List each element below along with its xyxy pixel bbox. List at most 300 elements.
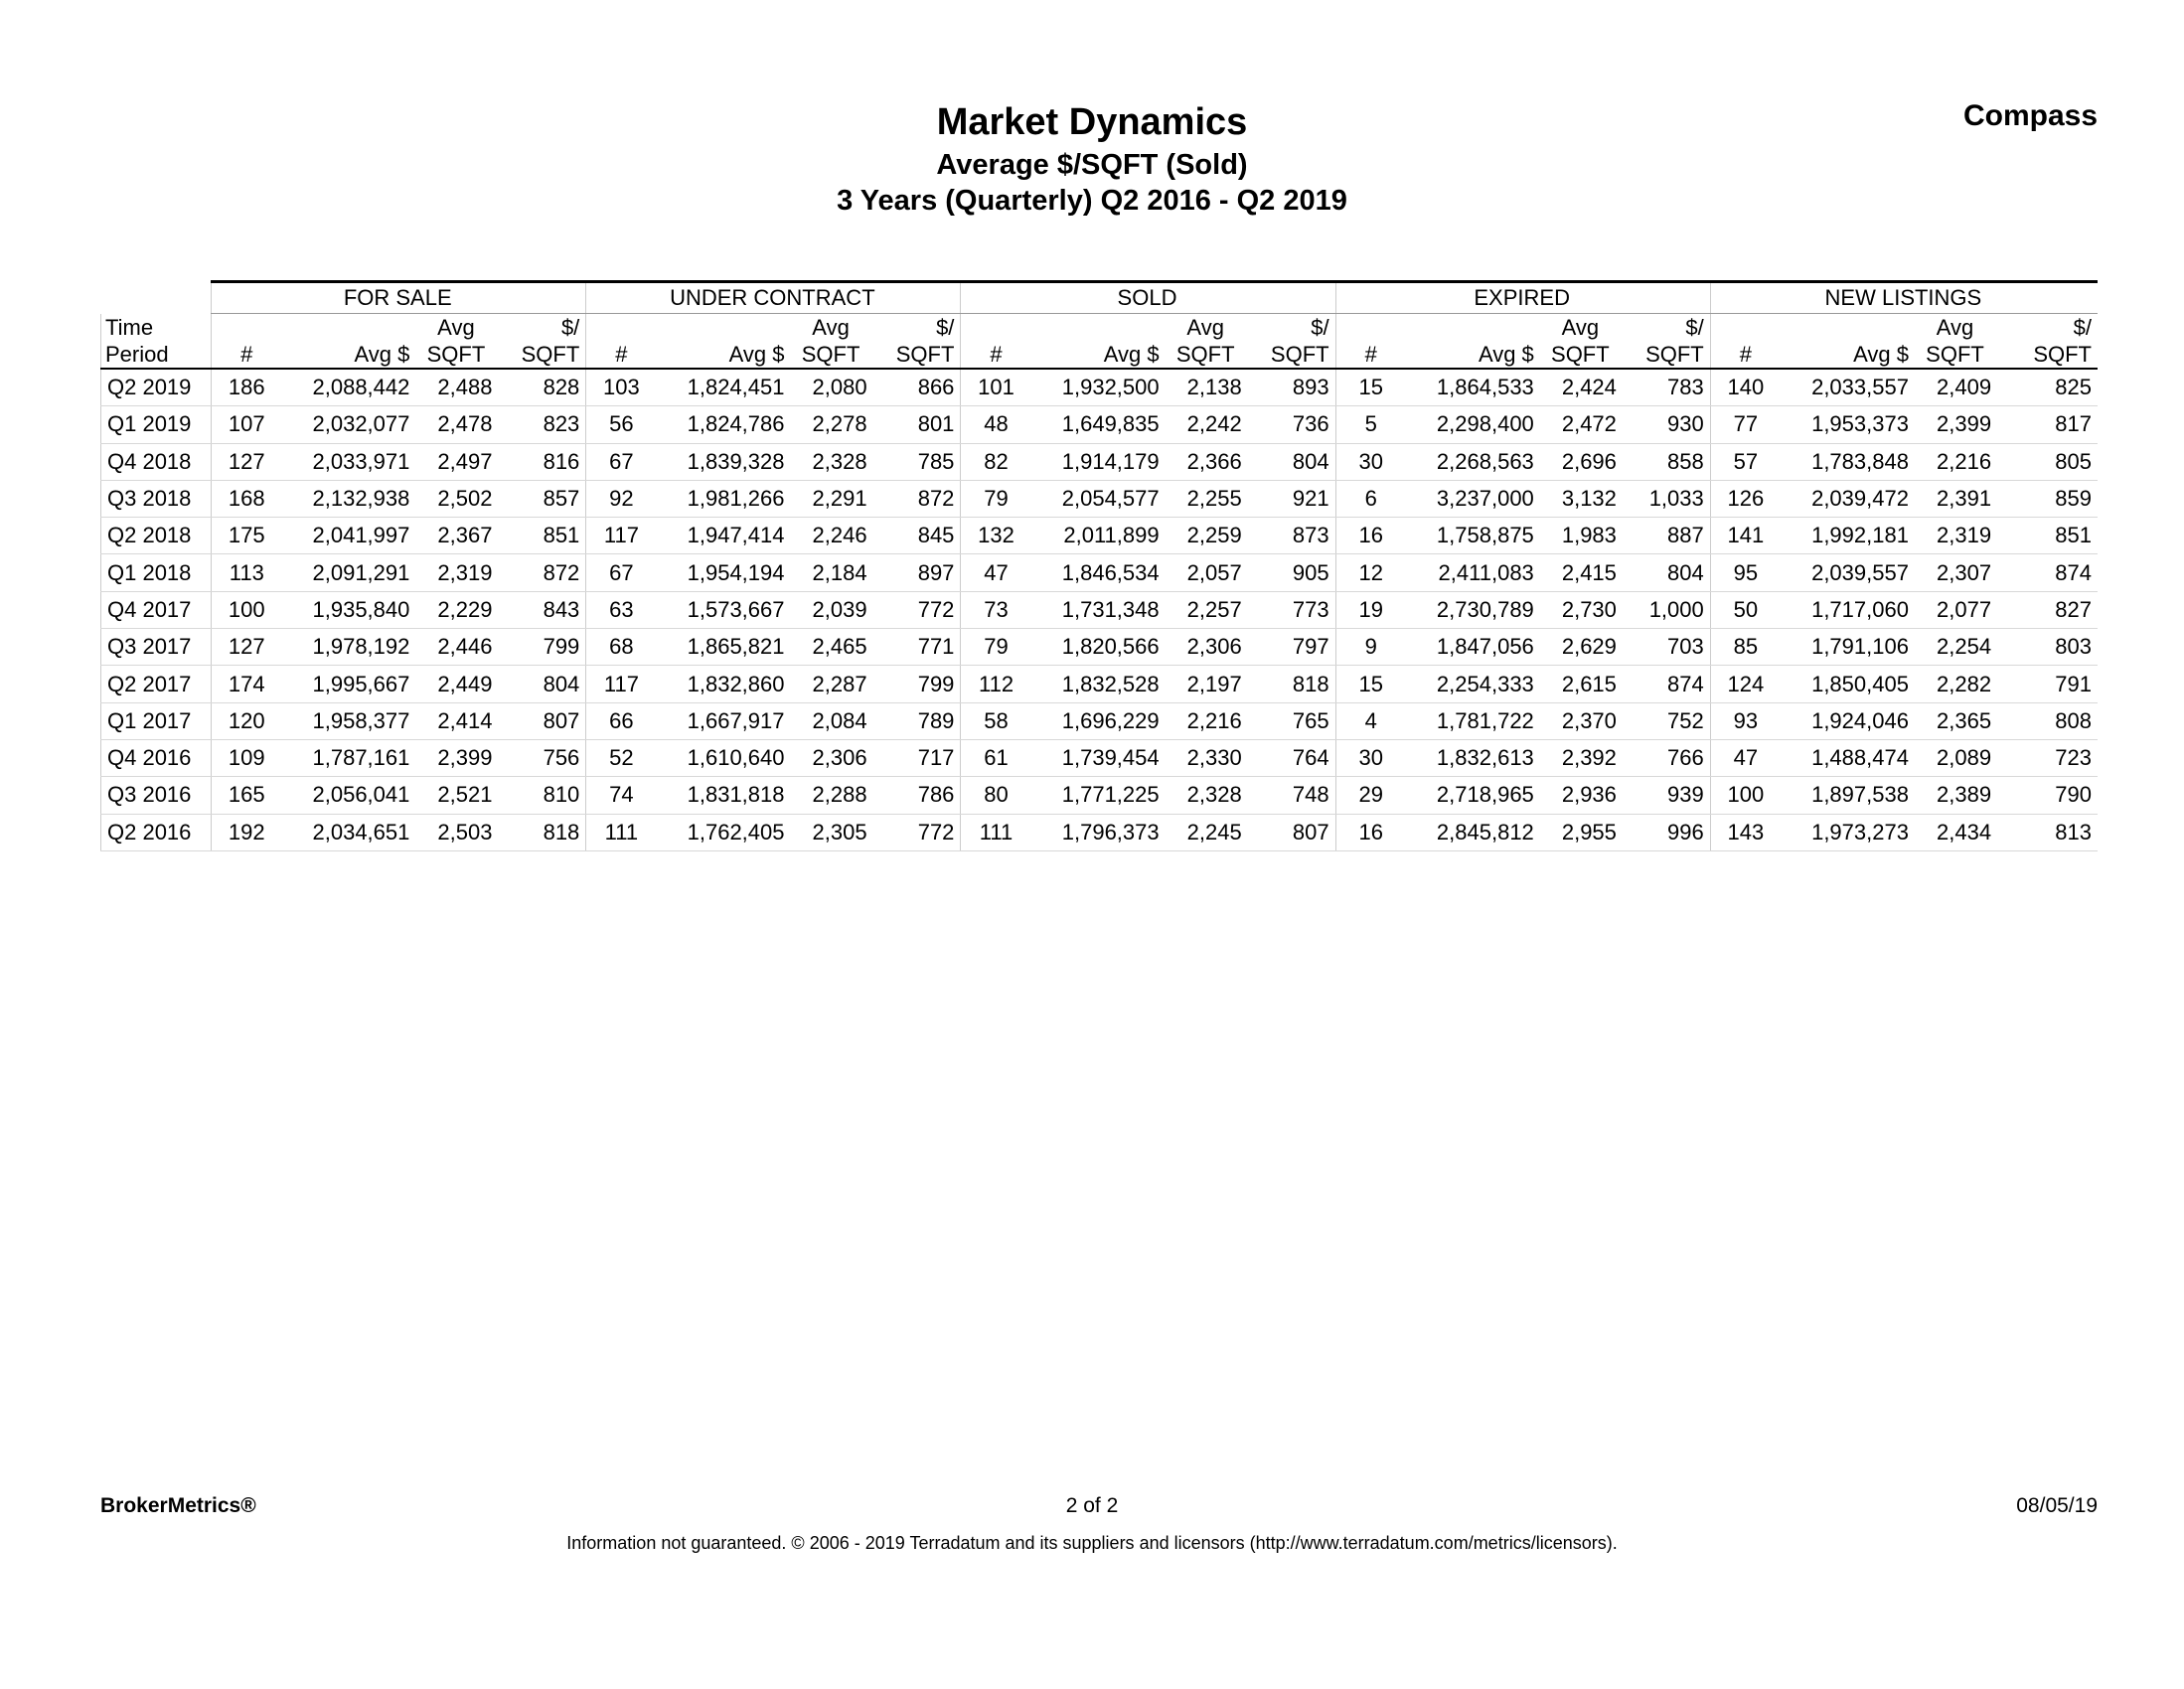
value-cell: 3,237,000 (1408, 480, 1540, 517)
value-cell: 95 (1710, 554, 1783, 591)
column-header (1033, 314, 1166, 342)
value-cell: 703 (1623, 629, 1710, 666)
value-cell: 791 (1997, 666, 2098, 702)
value-cell: 1,791,106 (1783, 629, 1915, 666)
value-cell: 905 (1248, 554, 1335, 591)
value-cell: 2,845,812 (1408, 814, 1540, 850)
value-cell: 897 (873, 554, 961, 591)
page-number: 2 of 2 (1065, 1494, 1119, 1517)
value-cell: 818 (1248, 666, 1335, 702)
table-row (101, 591, 2099, 628)
value-cell: 2,399 (415, 739, 498, 776)
value-cell: 77 (1710, 406, 1783, 443)
value-cell: 2,328 (1166, 777, 1248, 814)
value-cell: 1,000 (1623, 591, 1710, 628)
value-cell: 2,328 (791, 443, 873, 480)
value-cell: 1,981,266 (659, 480, 791, 517)
value-cell: 103 (586, 369, 659, 406)
column-header (1335, 314, 1408, 342)
value-cell: 2,449 (415, 666, 498, 702)
value-cell: 818 (498, 814, 585, 850)
value-cell: 801 (873, 406, 961, 443)
value-cell: 101 (961, 369, 1033, 406)
value-cell: 887 (1623, 518, 1710, 554)
column-header (212, 314, 284, 342)
value-cell: 73 (961, 591, 1033, 628)
value-cell: 828 (498, 369, 585, 406)
value-cell: 50 (1710, 591, 1783, 628)
value-cell: 57 (1710, 443, 1783, 480)
column-header: Avg $ (1408, 341, 1540, 369)
value-cell: 127 (212, 443, 284, 480)
period-cell: Q3 2018 (101, 480, 212, 517)
value-cell: 140 (1710, 369, 1783, 406)
group-header: NEW LISTINGS (1710, 282, 2098, 314)
value-cell: 1,935,840 (283, 591, 415, 628)
column-header: SQFT (1248, 341, 1335, 369)
value-cell: 2,041,997 (283, 518, 415, 554)
value-cell: 1,978,192 (283, 629, 415, 666)
value-cell: 1,649,835 (1033, 406, 1166, 443)
value-cell: 113 (212, 554, 284, 591)
value-cell: 857 (498, 480, 585, 517)
table-row (101, 702, 2099, 739)
value-cell: 2,039 (791, 591, 873, 628)
value-cell: 19 (1335, 591, 1408, 628)
value-cell: 2,091,291 (283, 554, 415, 591)
value-cell: 1,739,454 (1033, 739, 1166, 776)
value-cell: 2,391 (1915, 480, 1997, 517)
value-cell: 30 (1335, 739, 1408, 776)
column-header: SQFT (791, 341, 873, 369)
value-cell: 100 (1710, 777, 1783, 814)
column-header (659, 314, 791, 342)
value-cell: 2,245 (1166, 814, 1248, 850)
column-header: Avg $ (1033, 341, 1166, 369)
value-cell: 126 (1710, 480, 1783, 517)
value-cell: 773 (1248, 591, 1335, 628)
table-row (101, 480, 2099, 517)
value-cell: 120 (212, 702, 284, 739)
value-cell: 100 (212, 591, 284, 628)
value-cell: 1,783,848 (1783, 443, 1915, 480)
value-cell: 1,820,566 (1033, 629, 1166, 666)
value-cell: 2,268,563 (1408, 443, 1540, 480)
value-cell: 47 (961, 554, 1033, 591)
value-cell: 930 (1623, 406, 1710, 443)
value-cell: 816 (498, 443, 585, 480)
value-cell: 2,629 (1540, 629, 1623, 666)
value-cell: 1,832,528 (1033, 666, 1166, 702)
value-cell: 29 (1335, 777, 1408, 814)
value-cell: 873 (1248, 518, 1335, 554)
value-cell: 2,306 (1166, 629, 1248, 666)
value-cell: 2,039,557 (1783, 554, 1915, 591)
value-cell: 2,415 (1540, 554, 1623, 591)
value-cell: 79 (961, 480, 1033, 517)
value-cell: 1,864,533 (1408, 369, 1540, 406)
value-cell: 2,080 (791, 369, 873, 406)
table-row (101, 518, 2099, 554)
value-cell: 1,932,500 (1033, 369, 1166, 406)
value-cell: 16 (1335, 814, 1408, 850)
report-subtitle: Average $/SQFT (Sold) (936, 149, 1248, 181)
value-cell: 2,011,899 (1033, 518, 1166, 554)
column-header: SQFT (873, 341, 961, 369)
value-cell: 2,033,557 (1783, 369, 1915, 406)
value-cell: 2,730 (1540, 591, 1623, 628)
column-header: Avg (437, 315, 475, 340)
value-cell: 2,298,400 (1408, 406, 1540, 443)
value-cell: 1,831,818 (659, 777, 791, 814)
value-cell: 2,367 (415, 518, 498, 554)
value-cell: 12 (1335, 554, 1408, 591)
value-cell: 2,955 (1540, 814, 1623, 850)
column-header: SQFT (1623, 341, 1710, 369)
value-cell: 939 (1623, 777, 1710, 814)
value-cell: 2,259 (1166, 518, 1248, 554)
value-cell: 827 (1997, 591, 2098, 628)
group-header-blank (101, 282, 212, 314)
value-cell: 1,824,451 (659, 369, 791, 406)
value-cell: 2,465 (791, 629, 873, 666)
value-cell: 1,958,377 (283, 702, 415, 739)
value-cell: 2,287 (791, 666, 873, 702)
value-cell: 186 (212, 369, 284, 406)
value-cell: 1,847,056 (1408, 629, 1540, 666)
column-header: Avg $ (659, 341, 791, 369)
value-cell: 736 (1248, 406, 1335, 443)
value-cell: 1,897,538 (1783, 777, 1915, 814)
value-cell: 803 (1997, 629, 2098, 666)
value-cell: 2,306 (791, 739, 873, 776)
column-header: SQFT (1915, 341, 1997, 369)
value-cell: 2,184 (791, 554, 873, 591)
value-cell: 785 (873, 443, 961, 480)
value-cell: 1,573,667 (659, 591, 791, 628)
value-cell: 2,730,789 (1408, 591, 1540, 628)
period-cell: Q3 2017 (101, 629, 212, 666)
value-cell: 1,771,225 (1033, 777, 1166, 814)
value-cell: 93 (1710, 702, 1783, 739)
group-header: SOLD (961, 282, 1335, 314)
disclaimer: Information not guaranteed. © 2006 - 2019 Terradatum and its suppliers and licensors (http://www.terradatum.com/metrics/licensors). (566, 1533, 1618, 1553)
value-cell: 1,865,821 (659, 629, 791, 666)
value-cell: 1,488,474 (1783, 739, 1915, 776)
value-cell: 67 (586, 443, 659, 480)
value-cell: 2,936 (1540, 777, 1623, 814)
value-cell: 1,839,328 (659, 443, 791, 480)
value-cell: 772 (873, 814, 961, 850)
value-cell: 1,033 (1623, 480, 1710, 517)
table-row (101, 666, 2099, 702)
table-row (101, 739, 2099, 776)
report-header (0, 97, 2184, 219)
value-cell: 2,307 (1915, 554, 1997, 591)
value-cell: 817 (1997, 406, 2098, 443)
value-cell: 56 (586, 406, 659, 443)
value-cell: 858 (1623, 443, 1710, 480)
value-cell: 111 (586, 814, 659, 850)
report-title: Market Dynamics (936, 101, 1248, 143)
value-cell: 1,696,229 (1033, 702, 1166, 739)
value-cell: 1,846,534 (1033, 554, 1166, 591)
column-header (586, 314, 659, 342)
value-cell: 790 (1997, 777, 2098, 814)
value-cell: 1,953,373 (1783, 406, 1915, 443)
value-cell: 132 (961, 518, 1033, 554)
column-header: $/ (1311, 315, 1329, 340)
value-cell: 1,717,060 (1783, 591, 1915, 628)
value-cell: 2,033,971 (283, 443, 415, 480)
value-cell: 47 (1710, 739, 1783, 776)
value-cell: 175 (212, 518, 284, 554)
table-row (101, 814, 2099, 850)
value-cell: 807 (498, 702, 585, 739)
value-cell: 2,472 (1540, 406, 1623, 443)
value-cell: 1,667,917 (659, 702, 791, 739)
value-cell: 63 (586, 591, 659, 628)
value-cell: 752 (1623, 702, 1710, 739)
group-header: FOR SALE (212, 282, 586, 314)
table-row (101, 443, 2099, 480)
column-header (1408, 314, 1540, 342)
value-cell: 771 (873, 629, 961, 666)
period-header: Period (101, 341, 212, 369)
value-cell: 2,446 (415, 629, 498, 666)
value-cell: 2,434 (1915, 814, 1997, 850)
value-cell: 15 (1335, 369, 1408, 406)
value-cell: 124 (1710, 666, 1783, 702)
value-cell: 2,257 (1166, 591, 1248, 628)
value-cell: 2,414 (415, 702, 498, 739)
column-header: Avg $ (1783, 341, 1915, 369)
value-cell: 68 (586, 629, 659, 666)
value-cell: 168 (212, 480, 284, 517)
column-header (961, 314, 1033, 342)
value-cell: 2,615 (1540, 666, 1623, 702)
value-cell: 80 (961, 777, 1033, 814)
column-header: # (1335, 341, 1408, 369)
value-cell: 1,850,405 (1783, 666, 1915, 702)
value-cell: 764 (1248, 739, 1335, 776)
period-cell: Q1 2018 (101, 554, 212, 591)
value-cell: 2,291 (791, 480, 873, 517)
value-cell: 2,254,333 (1408, 666, 1540, 702)
column-header: SQFT (498, 341, 585, 369)
value-cell: 893 (1248, 369, 1335, 406)
value-cell: 2,497 (415, 443, 498, 480)
column-header: SQFT (1997, 341, 2098, 369)
period-cell: Q2 2017 (101, 666, 212, 702)
value-cell: 2,282 (1915, 666, 1997, 702)
value-cell: 1,731,348 (1033, 591, 1166, 628)
value-cell: 843 (498, 591, 585, 628)
value-cell: 15 (1335, 666, 1408, 702)
value-cell: 1,973,273 (1783, 814, 1915, 850)
value-cell: 2,229 (415, 591, 498, 628)
value-cell: 1,832,860 (659, 666, 791, 702)
value-cell: 825 (1997, 369, 2098, 406)
value-cell: 2,370 (1540, 702, 1623, 739)
value-cell: 1,824,786 (659, 406, 791, 443)
value-cell: 127 (212, 629, 284, 666)
column-header: # (212, 341, 284, 369)
report-date-range: 3 Years (Quarterly) Q2 2016 - Q2 2019 (837, 185, 1347, 217)
value-cell: 2,696 (1540, 443, 1623, 480)
value-cell: 797 (1248, 629, 1335, 666)
value-cell: 2,424 (1540, 369, 1623, 406)
value-cell: 2,288 (791, 777, 873, 814)
table-row (101, 554, 2099, 591)
value-cell: 789 (873, 702, 961, 739)
value-cell: 2,488 (415, 369, 498, 406)
value-cell: 9 (1335, 629, 1408, 666)
value-cell: 1,762,405 (659, 814, 791, 850)
value-cell: 813 (1997, 814, 2098, 850)
value-cell: 2,216 (1915, 443, 1997, 480)
value-cell: 766 (1623, 739, 1710, 776)
value-cell: 82 (961, 443, 1033, 480)
value-cell: 786 (873, 777, 961, 814)
period-cell: Q4 2016 (101, 739, 212, 776)
market-dynamics-table (100, 280, 2098, 851)
value-cell: 807 (1248, 814, 1335, 850)
value-cell: 2,057 (1166, 554, 1248, 591)
column-header (1783, 314, 1915, 342)
value-cell: 1,995,667 (283, 666, 415, 702)
value-cell: 810 (498, 777, 585, 814)
value-cell: 2,034,651 (283, 814, 415, 850)
value-cell: 2,138 (1166, 369, 1248, 406)
value-cell: 2,254 (1915, 629, 1997, 666)
value-cell: 52 (586, 739, 659, 776)
value-cell: 6 (1335, 480, 1408, 517)
value-cell: 2,077 (1915, 591, 1997, 628)
column-header: $/ (2073, 315, 2092, 340)
value-cell: 4 (1335, 702, 1408, 739)
value-cell: 859 (1997, 480, 2098, 517)
value-cell: 2,319 (1915, 518, 1997, 554)
column-header: # (586, 341, 659, 369)
value-cell: 2,278 (791, 406, 873, 443)
column-header (283, 314, 415, 342)
value-cell: 2,366 (1166, 443, 1248, 480)
column-header-row (101, 314, 2099, 342)
value-cell: 748 (1248, 777, 1335, 814)
column-header: $/ (936, 315, 955, 340)
value-cell: 79 (961, 629, 1033, 666)
column-header: Avg (1186, 315, 1224, 340)
column-header: Avg (812, 315, 850, 340)
column-header: SQFT (415, 341, 498, 369)
group-header-row (101, 282, 2099, 314)
column-header-row (101, 341, 2099, 369)
value-cell: 1,954,194 (659, 554, 791, 591)
period-cell: Q3 2016 (101, 777, 212, 814)
value-cell: 5 (1335, 406, 1408, 443)
value-cell: 2,197 (1166, 666, 1248, 702)
value-cell: 16 (1335, 518, 1408, 554)
value-cell: 2,718,965 (1408, 777, 1540, 814)
value-cell: 2,088,442 (283, 369, 415, 406)
value-cell: 1,781,722 (1408, 702, 1540, 739)
footer-brand: BrokerMetrics® (100, 1494, 256, 1517)
value-cell: 143 (1710, 814, 1783, 850)
value-cell: 805 (1997, 443, 2098, 480)
value-cell: 2,392 (1540, 739, 1623, 776)
value-cell: 1,947,414 (659, 518, 791, 554)
value-cell: 92 (586, 480, 659, 517)
value-cell: 2,216 (1166, 702, 1248, 739)
value-cell: 48 (961, 406, 1033, 443)
value-cell: 996 (1623, 814, 1710, 850)
group-header: UNDER CONTRACT (586, 282, 961, 314)
value-cell: 851 (498, 518, 585, 554)
value-cell: 61 (961, 739, 1033, 776)
report-date: 08/05/19 (2016, 1494, 2098, 1517)
value-cell: 921 (1248, 480, 1335, 517)
value-cell: 872 (873, 480, 961, 517)
value-cell: 67 (586, 554, 659, 591)
column-header: SQFT (1166, 341, 1248, 369)
value-cell: 2,409 (1915, 369, 1997, 406)
period-header: Time (101, 314, 212, 342)
value-cell: 2,330 (1166, 739, 1248, 776)
value-cell: 823 (498, 406, 585, 443)
value-cell: 1,924,046 (1783, 702, 1915, 739)
column-header: Avg $ (283, 341, 415, 369)
value-cell: 174 (212, 666, 284, 702)
value-cell: 783 (1623, 369, 1710, 406)
value-cell: 765 (1248, 702, 1335, 739)
value-cell: 117 (586, 666, 659, 702)
value-cell: 1,992,181 (1783, 518, 1915, 554)
column-header: Avg (1561, 315, 1600, 340)
value-cell: 874 (1623, 666, 1710, 702)
value-cell: 866 (873, 369, 961, 406)
period-cell: Q4 2017 (101, 591, 212, 628)
value-cell: 1,914,179 (1033, 443, 1166, 480)
value-cell: 804 (1623, 554, 1710, 591)
value-cell: 874 (1997, 554, 2098, 591)
value-cell: 2,084 (791, 702, 873, 739)
value-cell: 111 (961, 814, 1033, 850)
value-cell: 2,039,472 (1783, 480, 1915, 517)
value-cell: 799 (873, 666, 961, 702)
value-cell: 756 (498, 739, 585, 776)
table-row (101, 777, 2099, 814)
column-header: $/ (1685, 315, 1704, 340)
value-cell: 804 (498, 666, 585, 702)
column-header: $/ (560, 315, 580, 340)
value-cell: 1,610,640 (659, 739, 791, 776)
column-header: Avg (1936, 315, 1974, 340)
value-cell: 804 (1248, 443, 1335, 480)
column-header: SQFT (1540, 341, 1623, 369)
value-cell: 1,787,161 (283, 739, 415, 776)
value-cell: 2,032,077 (283, 406, 415, 443)
value-cell: 717 (873, 739, 961, 776)
period-cell: Q2 2018 (101, 518, 212, 554)
value-cell: 872 (498, 554, 585, 591)
value-cell: 2,246 (791, 518, 873, 554)
value-cell: 772 (873, 591, 961, 628)
value-cell: 30 (1335, 443, 1408, 480)
table-row (101, 406, 2099, 443)
column-header (1710, 314, 1783, 342)
value-cell: 58 (961, 702, 1033, 739)
